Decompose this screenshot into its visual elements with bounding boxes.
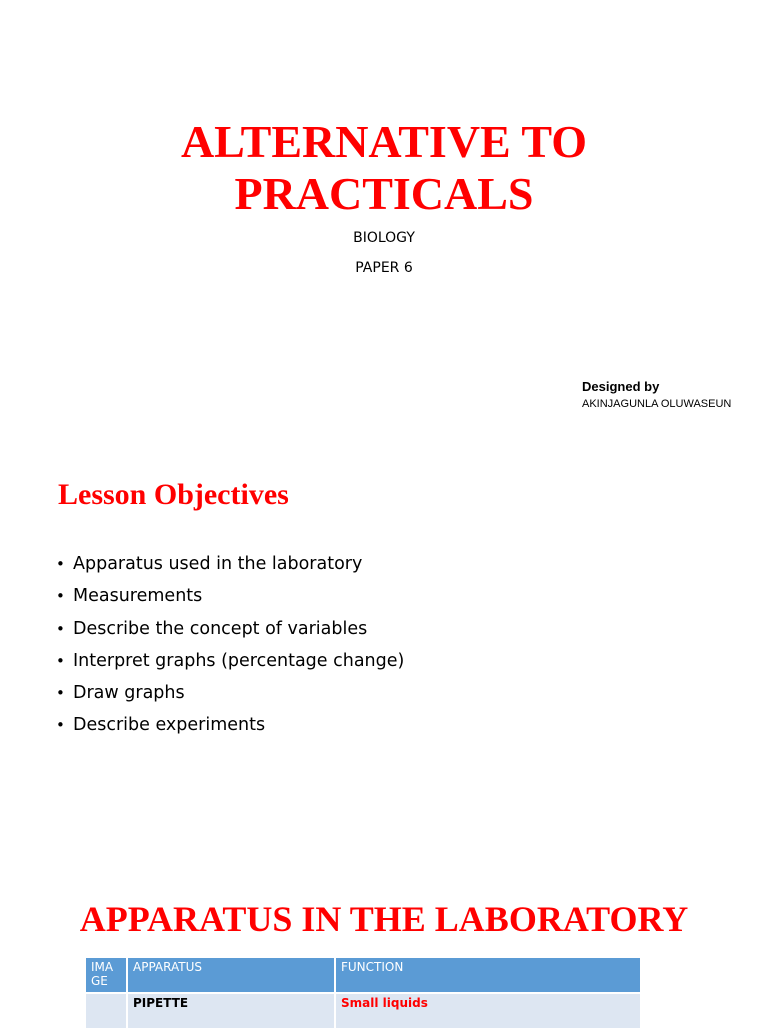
apparatus-slide xyxy=(0,870,768,1024)
objective-text: Describe the concept of variables xyxy=(73,618,368,639)
objective-item xyxy=(56,709,404,741)
objective-text: Apparatus used in the laboratory xyxy=(73,554,363,574)
bullet-icon: • xyxy=(56,651,65,670)
objective-text: Draw graphs xyxy=(73,683,185,704)
subject-label: BIOLOGY xyxy=(353,230,415,246)
bullet-icon: • xyxy=(56,684,65,703)
paper-label: PAPER 6 xyxy=(355,260,413,276)
objectives-heading: Lesson Objectives xyxy=(58,478,289,511)
column-header-function: FUNCTION xyxy=(335,957,641,993)
column-header-image-line-2: GE xyxy=(91,974,108,988)
column-header-image xyxy=(85,957,127,993)
slide-title xyxy=(0,116,768,220)
objectives-list xyxy=(56,548,404,742)
apparatus-table xyxy=(84,956,642,1030)
bullet-icon: • xyxy=(56,587,65,606)
cell-function: Small liquids xyxy=(335,993,641,1029)
bullet-icon: • xyxy=(56,555,65,573)
cell-apparatus: PIPETTE xyxy=(127,993,335,1029)
objective-item xyxy=(56,645,404,677)
bullet-icon: • xyxy=(56,716,65,735)
objective-text: Measurements xyxy=(73,586,203,607)
bullet-icon: • xyxy=(56,619,65,638)
title-slide xyxy=(0,0,768,440)
objective-text: Interpret graphs (percentage change) xyxy=(73,650,405,671)
objective-item xyxy=(56,580,404,612)
table-header-row xyxy=(85,957,641,993)
column-header-apparatus: APPARATUS xyxy=(127,957,335,993)
slide-title-line-2: PRACTICALS xyxy=(234,168,534,219)
apparatus-heading: APPARATUS IN THE LABORATORY xyxy=(79,899,689,939)
objective-text: Describe experiments xyxy=(73,715,266,736)
author-name: AKINJAGUNLA OLUWASEUN xyxy=(582,398,732,410)
objective-item xyxy=(56,548,404,580)
designed-by-label: Designed by xyxy=(582,379,660,394)
objectives-slide xyxy=(0,460,768,850)
slide-title-line-1: ALTERNATIVE TO xyxy=(180,116,588,167)
objective-item xyxy=(56,677,404,709)
objective-item xyxy=(56,613,404,645)
column-header-image-line-1: IMA xyxy=(91,960,114,974)
